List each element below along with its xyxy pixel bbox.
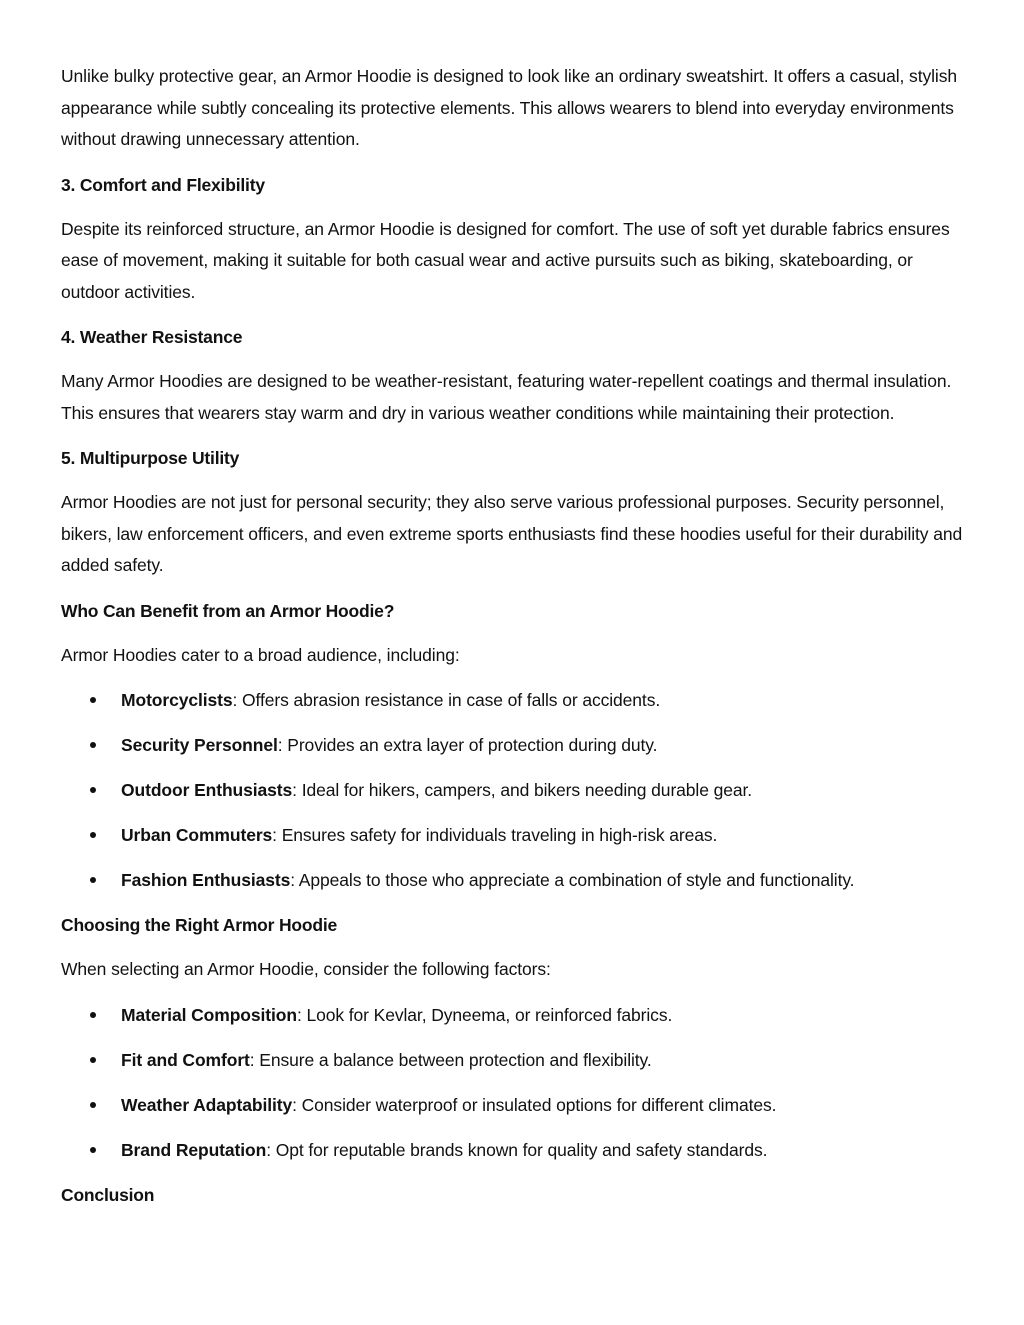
- article-body: [61, 61, 966, 1224]
- intro-paragraph: Unlike bulky protective gear, an Armor Hoodie is designed to look like an ordinary sweatshirt. It offers a casual, stylish appearance while subtly concealing its protective elements. This allows wearers to blend into everyday environments without drawing unnecessary attention.: [61, 66, 957, 149]
- list-item-term: Motorcyclists: [121, 690, 233, 710]
- list-item: [61, 999, 966, 1031]
- list-item: [61, 819, 966, 851]
- list-item: [61, 774, 966, 806]
- list-item: [61, 1044, 966, 1076]
- bullet-icon: [90, 697, 96, 703]
- list-item-term: Security Personnel: [121, 735, 278, 755]
- comfort-paragraph: Despite its reinforced structure, an Armor Hoodie is designed for comfort. The use of soft yet durable fabrics ensures ease of movement, making it suitable for both casual wear and active pursuits such as biking, skateboarding, or outdoor activities.: [61, 218, 950, 302]
- list-item: [61, 1089, 966, 1121]
- heading-comfort: 3. Comfort and Flexibility: [61, 174, 265, 195]
- bullet-icon: [90, 1012, 96, 1018]
- bullet-icon: [90, 1057, 96, 1063]
- list-item-desc: : Offers abrasion resistance in case of falls or accidents.: [232, 690, 661, 710]
- list-item-term: Fashion Enthusiasts: [121, 870, 291, 890]
- bullet-icon: [90, 1102, 96, 1108]
- utility-paragraph: Armor Hoodies are not just for personal security; they also serve various professional purposes. Security personnel, bikers, law enforcement officers, and even extreme sports enthusiasts find these hoodies useful for their durability and added safety.: [61, 492, 963, 575]
- list-item-term: Material Composition: [121, 1004, 297, 1025]
- list-item: [61, 864, 966, 896]
- benefit-intro-paragraph: Armor Hoodies cater to a broad audience, including:: [61, 644, 460, 665]
- heading-conclusion: Conclusion: [61, 1184, 155, 1205]
- weather-paragraph: Many Armor Hoodies are designed to be weather-resistant, featuring water-repellent coatings and thermal insulation. This ensures that wearers stay warm and dry in various weather conditions while maintaining their protection.: [61, 371, 952, 423]
- heading-utility: 5. Multipurpose Utility: [61, 448, 240, 468]
- bullet-icon: [90, 742, 96, 748]
- heading-choosing: Choosing the Right Armor Hoodie: [61, 915, 338, 935]
- list-item-term: Fit and Comfort: [121, 1049, 250, 1070]
- list-item: [61, 684, 966, 716]
- bullet-icon: [90, 1147, 96, 1153]
- list-item-desc: : Ideal for hikers, campers, and bikers needing durable gear.: [292, 780, 753, 800]
- bullet-icon: [90, 832, 96, 838]
- heading-weather: 4. Weather Resistance: [61, 327, 243, 347]
- heading-benefit: Who Can Benefit from an Armor Hoodie?: [61, 600, 395, 621]
- benefit-list: [61, 684, 966, 896]
- list-item: [61, 1134, 966, 1166]
- bullet-icon: [90, 877, 96, 883]
- list-item-desc: : Opt for reputable brands known for quality and safety standards.: [266, 1139, 768, 1160]
- choosing-intro-paragraph: When selecting an Armor Hoodie, consider the following factors:: [61, 959, 551, 979]
- list-item-desc: : Appeals to those who appreciate a combination of style and functionality.: [290, 870, 855, 890]
- list-item-term: Urban Commuters: [121, 825, 273, 845]
- bullet-icon: [90, 787, 96, 793]
- list-item-desc: : Ensure a balance between protection and flexibility.: [249, 1049, 652, 1070]
- list-item-term: Outdoor Enthusiasts: [121, 780, 293, 800]
- list-item-desc: : Look for Kevlar, Dyneema, or reinforced fabrics.: [296, 1004, 673, 1025]
- choosing-list: [61, 999, 966, 1166]
- list-item-term: Weather Adaptability: [121, 1094, 293, 1115]
- list-item: [61, 729, 966, 761]
- list-item-desc: : Consider waterproof or insulated options for different climates.: [292, 1094, 777, 1115]
- list-item-desc: : Provides an extra layer of protection during duty.: [277, 735, 658, 755]
- list-item-term: Brand Reputation: [121, 1139, 267, 1160]
- list-item-desc: : Ensures safety for individuals traveling in high-risk areas.: [272, 825, 718, 845]
